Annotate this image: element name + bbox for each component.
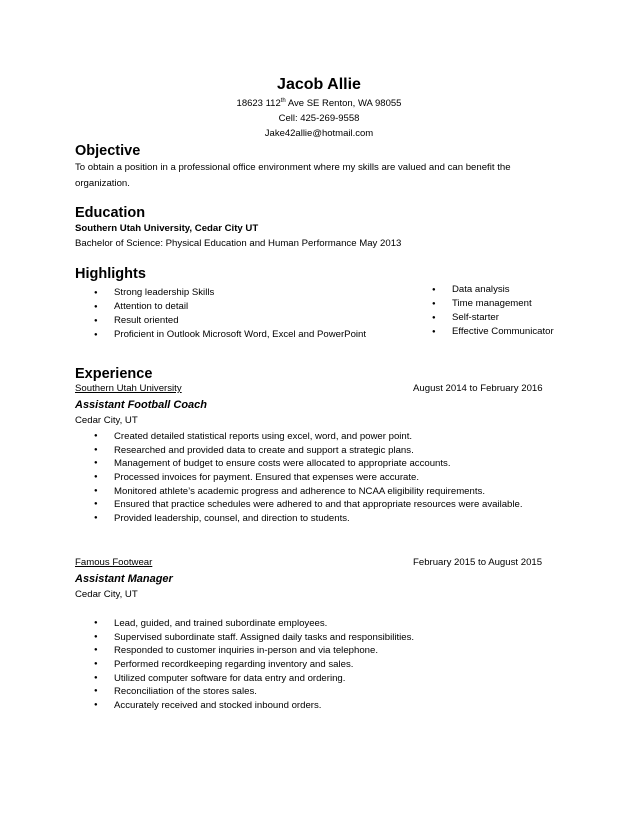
list-item: ● Processed invoices for payment. Ensured that expenses were accurate. [91,471,523,485]
objective-line-1: To obtain a position in a professional office environment where my skills are valued and can benefit the [75,162,511,173]
list-item: ● Time management [429,297,554,311]
address-superscript: th [280,98,286,104]
list-item: ● Proficient in Outlook Microsoft Word, Excel and PowerPoint [91,328,366,342]
list-item: ● Provided leadership, counsel, and direction to students. [91,512,523,526]
job-1-employer: Southern Utah University [75,383,182,394]
list-item: ● Accurately received and stocked inbound orders. [91,699,414,713]
job-2-dates: February 2015 to August 2015 [413,557,543,568]
list-item: ● Self-starter [429,311,554,325]
list-item: ● Attention to detail [91,300,366,314]
list-item: ● Management of budget to ensure costs were allocated to appropriate accounts. [91,457,523,471]
list-item: ● Effective Communicator [429,325,554,339]
education-school: Southern Utah University, Cedar City UT [75,223,259,234]
list-item: ● Created detailed statistical reports using excel, word, and power point. [91,430,523,444]
objective-heading: Objective [75,143,141,159]
list-item: ● Data analysis [429,283,554,297]
list-item: ● Lead, guided, and trained subordinate employees. [91,617,414,631]
email-address: Jake42allie@hotmail.com [264,128,374,139]
job-1-dates: August 2014 to February 2016 [413,383,543,394]
list-item: ● Responded to customer inquiries in-person and via telephone. [91,644,414,658]
highlights-left-list [91,286,366,342]
job-1-duties [91,430,523,526]
address-prefix: 18623 112 [236,98,281,110]
list-item: ● Performed recordkeeping regarding inventory and sales. [91,658,414,672]
list-item: ● Reconciliation of the stores sales. [91,685,414,699]
list-item: ● Monitored athlete’s academic progress and adherence to NCAA eligibility requirements. [91,485,523,499]
highlights-right-list [429,283,554,339]
list-item: ● Ensured that practice schedules were adhered to and that appropriate resources were available. [91,498,523,512]
objective-line-2: organization. [75,178,130,189]
address-suffix: Ave SE Renton, WA 98055 [285,98,402,110]
job-2-title: Assistant Manager [75,573,173,585]
job-2-duties [91,617,414,713]
education-degree: Bachelor of Science: Physical Education and Human Performance May 2013 [75,238,402,249]
list-item: ● Strong leadership Skills [91,286,366,300]
job-2-employer: Famous Footwear [75,557,153,568]
highlights-heading: Highlights [75,266,146,282]
candidate-name: Jacob Allie [277,76,361,93]
list-item: ● Supervised subordinate staff. Assigned daily tasks and responsibilities. [91,631,414,645]
list-item: ● Utilized computer software for data entry and ordering. [91,672,414,686]
experience-heading: Experience [75,366,153,382]
job-1-title: Assistant Football Coach [75,399,208,411]
list-item: ● Result oriented [91,314,366,328]
job-2-location: Cedar City, UT [75,589,138,600]
address-line [0,98,638,109]
list-item: ● Researched and provided data to create and support a strategic plans. [91,444,523,458]
education-heading: Education [75,205,146,221]
job-1-location: Cedar City, UT [75,415,138,426]
cell-phone: Cell: 425-269-9558 [278,113,360,124]
